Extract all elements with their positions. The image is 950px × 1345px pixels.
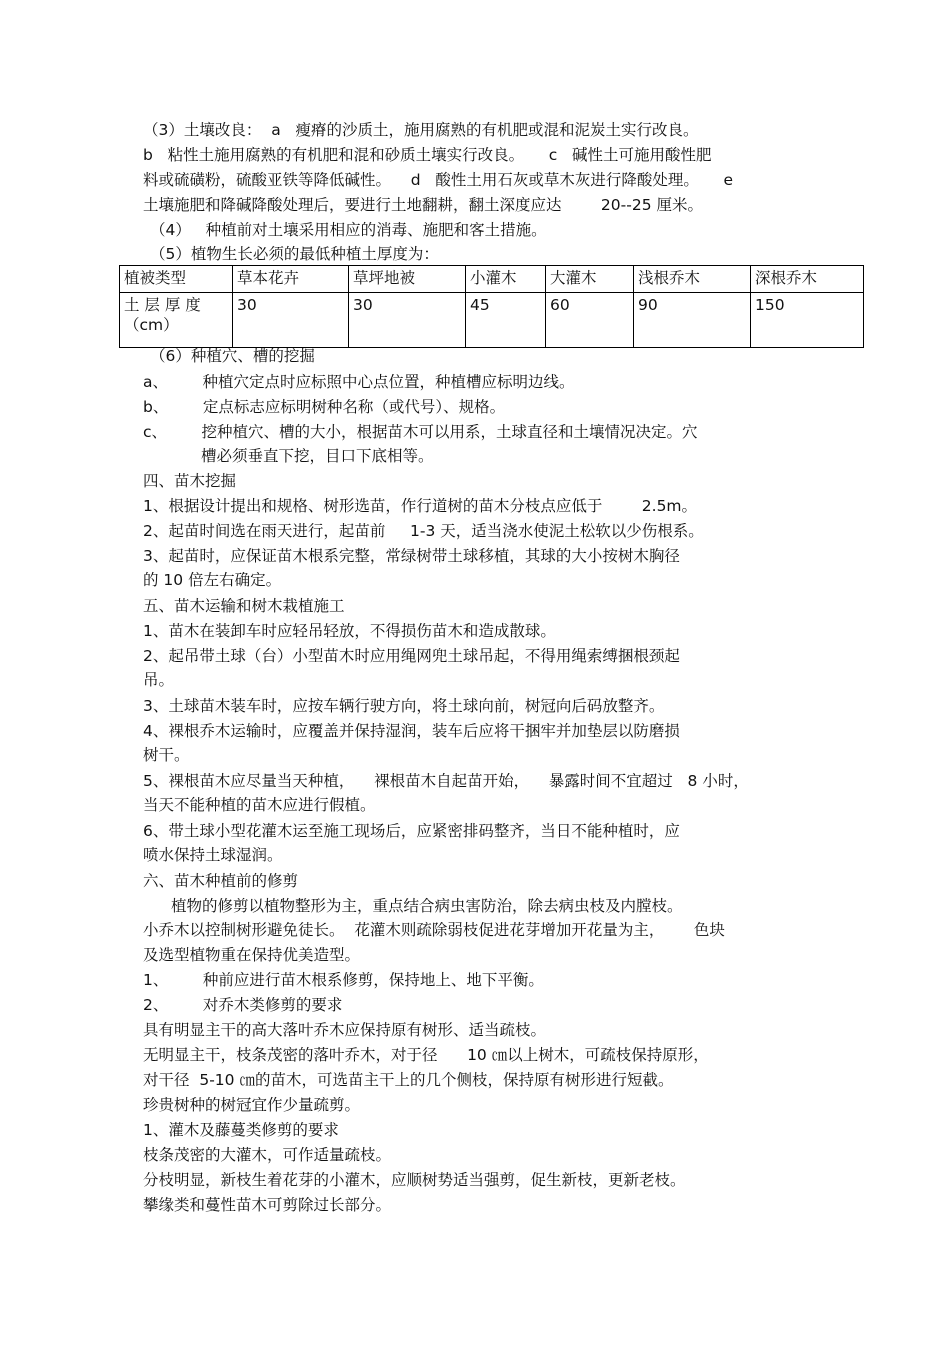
section-6-item-2-b-cont: 对干径 5-10 ㎝的苗木，可选苗主干上的几个侧枝，保持原有树形进行短截。 <box>143 1071 674 1089</box>
section-6-item-3-c: 攀缘类和蔓性苗木可剪除过长部分。 <box>143 1196 392 1214</box>
section-5-item-4: 4、裸根乔木运输时，应覆盖并保持湿润，装车后应将干捆牢并加垫层以防磨损 <box>143 722 680 740</box>
section-4-item-2: 2、起苗时间选在雨天进行，起苗前 1-3 天，适当浇水使泥土松软以少伤根系。 <box>143 522 704 540</box>
section-6-item-3: 1、灌木及藤蔓类修剪的要求 <box>143 1121 339 1139</box>
table-cell: 60 <box>546 293 634 348</box>
table-header-cell: 植被类型 <box>120 266 233 293</box>
item-6-heading: （6）种植穴、槽的挖掘 <box>150 347 315 365</box>
table-cell: 150 <box>751 293 864 348</box>
section-4-item-3: 3、起苗时，应保证苗木根系完整，常绿树带土球移植，其球的大小按树木胸径 <box>143 547 680 565</box>
item-6-c: c、 挖种植穴、槽的大小，根据苗木可以用系，土球直径和土壤情况决定。穴 <box>143 423 698 441</box>
soil-improvement-line-1: （3）土壤改良： a 瘦瘠的沙质土，施用腐熟的有机肥或混和泥炭土实行改良。 <box>143 121 699 139</box>
table-cell: 90 <box>634 293 751 348</box>
soil-improvement-line-4: 土壤施肥和降碱降酸处理后，要进行土地翻耕，翻土深度应达 20--25 厘米。 <box>143 196 703 214</box>
item-4-line: （4） 种植前对土壤采用相应的消毒、施肥和客土措施。 <box>150 221 547 239</box>
section-5-item-2: 2、起吊带土球（台）小型苗木时应用绳网兜土球吊起，不得用绳索缚捆根颈起 <box>143 647 680 665</box>
soil-thickness-table <box>119 265 864 348</box>
section-5-item-4-cont: 树干。 <box>143 746 190 764</box>
table-header-cell: 大灌木 <box>546 266 634 293</box>
soil-improvement-line-2: b 粘性土施用腐熟的有机肥和混和砂质土壤实行改良。 c 碱性土可施用酸性肥 <box>143 146 712 164</box>
section-6-item-2-b: 无明显主干，枝条茂密的落叶乔木，对于径 10 ㎝以上树木，可疏枝保持原形， <box>143 1046 709 1064</box>
section-5-item-5-cont: 当天不能种植的苗木应进行假植。 <box>143 796 376 814</box>
table-header-cell: 深根乔木 <box>751 266 864 293</box>
section-4-item-1: 1、根据设计提出和规格、树形选苗，作行道树的苗木分枝点应低于 2.5m。 <box>143 497 698 515</box>
section-5-heading: 五、苗木运输和树木栽植施工 <box>143 597 345 615</box>
section-6-intro-3: 及选型植物重在保持优美造型。 <box>143 946 361 964</box>
section-6-heading: 六、苗木种植前的修剪 <box>143 872 299 890</box>
section-5-item-5: 5、裸根苗木应尽量当天种植， 裸根苗木自起苗开始， 暴露时间不宜超过 8 小时， <box>143 772 749 790</box>
section-5-item-3: 3、土球苗木装车时，应按车辆行驶方向，将土球向前，树冠向后码放整齐。 <box>143 697 665 715</box>
section-5-item-6: 6、带土球小型花灌木运至施工现场后，应紧密排码整齐，当日不能种植时，应 <box>143 822 680 840</box>
soil-improvement-line-3: 料或硫磺粉，硫酸亚铁等降低碱性。 d 酸性土用石灰或草木灰进行降酸处理。 e <box>143 171 734 189</box>
item-5-line: （5）植物生长必须的最低种植土厚度为： <box>150 245 439 263</box>
table-header-cell: 草坪地被 <box>349 266 466 293</box>
section-6-intro-1: 植物的修剪以植物整形为主，重点结合病虫害防治，除去病虫枝及内膛枝。 <box>171 897 683 915</box>
section-6-item-2-a: 具有明显主干的高大落叶乔木应保持原有树形、适当疏枝。 <box>143 1021 547 1039</box>
table-header-cell: 草本花卉 <box>233 266 349 293</box>
row-label-line-1: 土 层 厚 度 <box>124 296 201 314</box>
section-4-item-3-cont: 的 10 倍左右确定。 <box>143 571 282 589</box>
section-5-item-1: 1、苗木在装卸车时应轻吊轻放，不得损伤苗木和造成散球。 <box>143 622 556 640</box>
table-header-row <box>120 266 864 293</box>
section-4-heading: 四、苗木挖掘 <box>143 472 237 490</box>
table-cell: 45 <box>466 293 546 348</box>
section-6-intro-2: 小乔木以控制树形避免徒长。 花灌木则疏除弱枝促进花芽增加开花量为主， 色块 <box>143 921 725 939</box>
table-header-cell: 小灌木 <box>466 266 546 293</box>
section-6-item-3-a: 枝条茂密的大灌木，可作适量疏枝。 <box>143 1146 392 1164</box>
section-5-item-2-cont: 吊。 <box>143 671 175 689</box>
section-6-item-3-b: 分枝明显，新枝生着花芽的小灌木，应顺树势适当强剪，促生新枝，更新老枝。 <box>143 1171 686 1189</box>
section-6-item-2-c: 珍贵树种的树冠宜作少量疏剪。 <box>143 1096 361 1114</box>
table-row-label <box>120 293 233 348</box>
table-cell: 30 <box>233 293 349 348</box>
table-row <box>120 293 864 348</box>
item-6-c-cont: 槽必须垂直下挖，目口下底相等。 <box>201 447 434 465</box>
section-6-item-2: 2、 对乔木类修剪的要求 <box>143 996 343 1014</box>
section-6-item-1: 1、 种前应进行苗木根系修剪，保持地上、地下平衡。 <box>143 971 544 989</box>
row-label-line-2: （cm） <box>124 316 179 334</box>
item-6-a: a、 种植穴定点时应标照中心点位置，种植槽应标明边线。 <box>143 373 575 391</box>
section-5-item-6-cont: 喷水保持土球湿润。 <box>143 846 283 864</box>
table-cell: 30 <box>349 293 466 348</box>
table-header-cell: 浅根乔木 <box>634 266 751 293</box>
item-6-b: b、 定点标志应标明树种名称（或代号）、规格。 <box>143 398 506 416</box>
